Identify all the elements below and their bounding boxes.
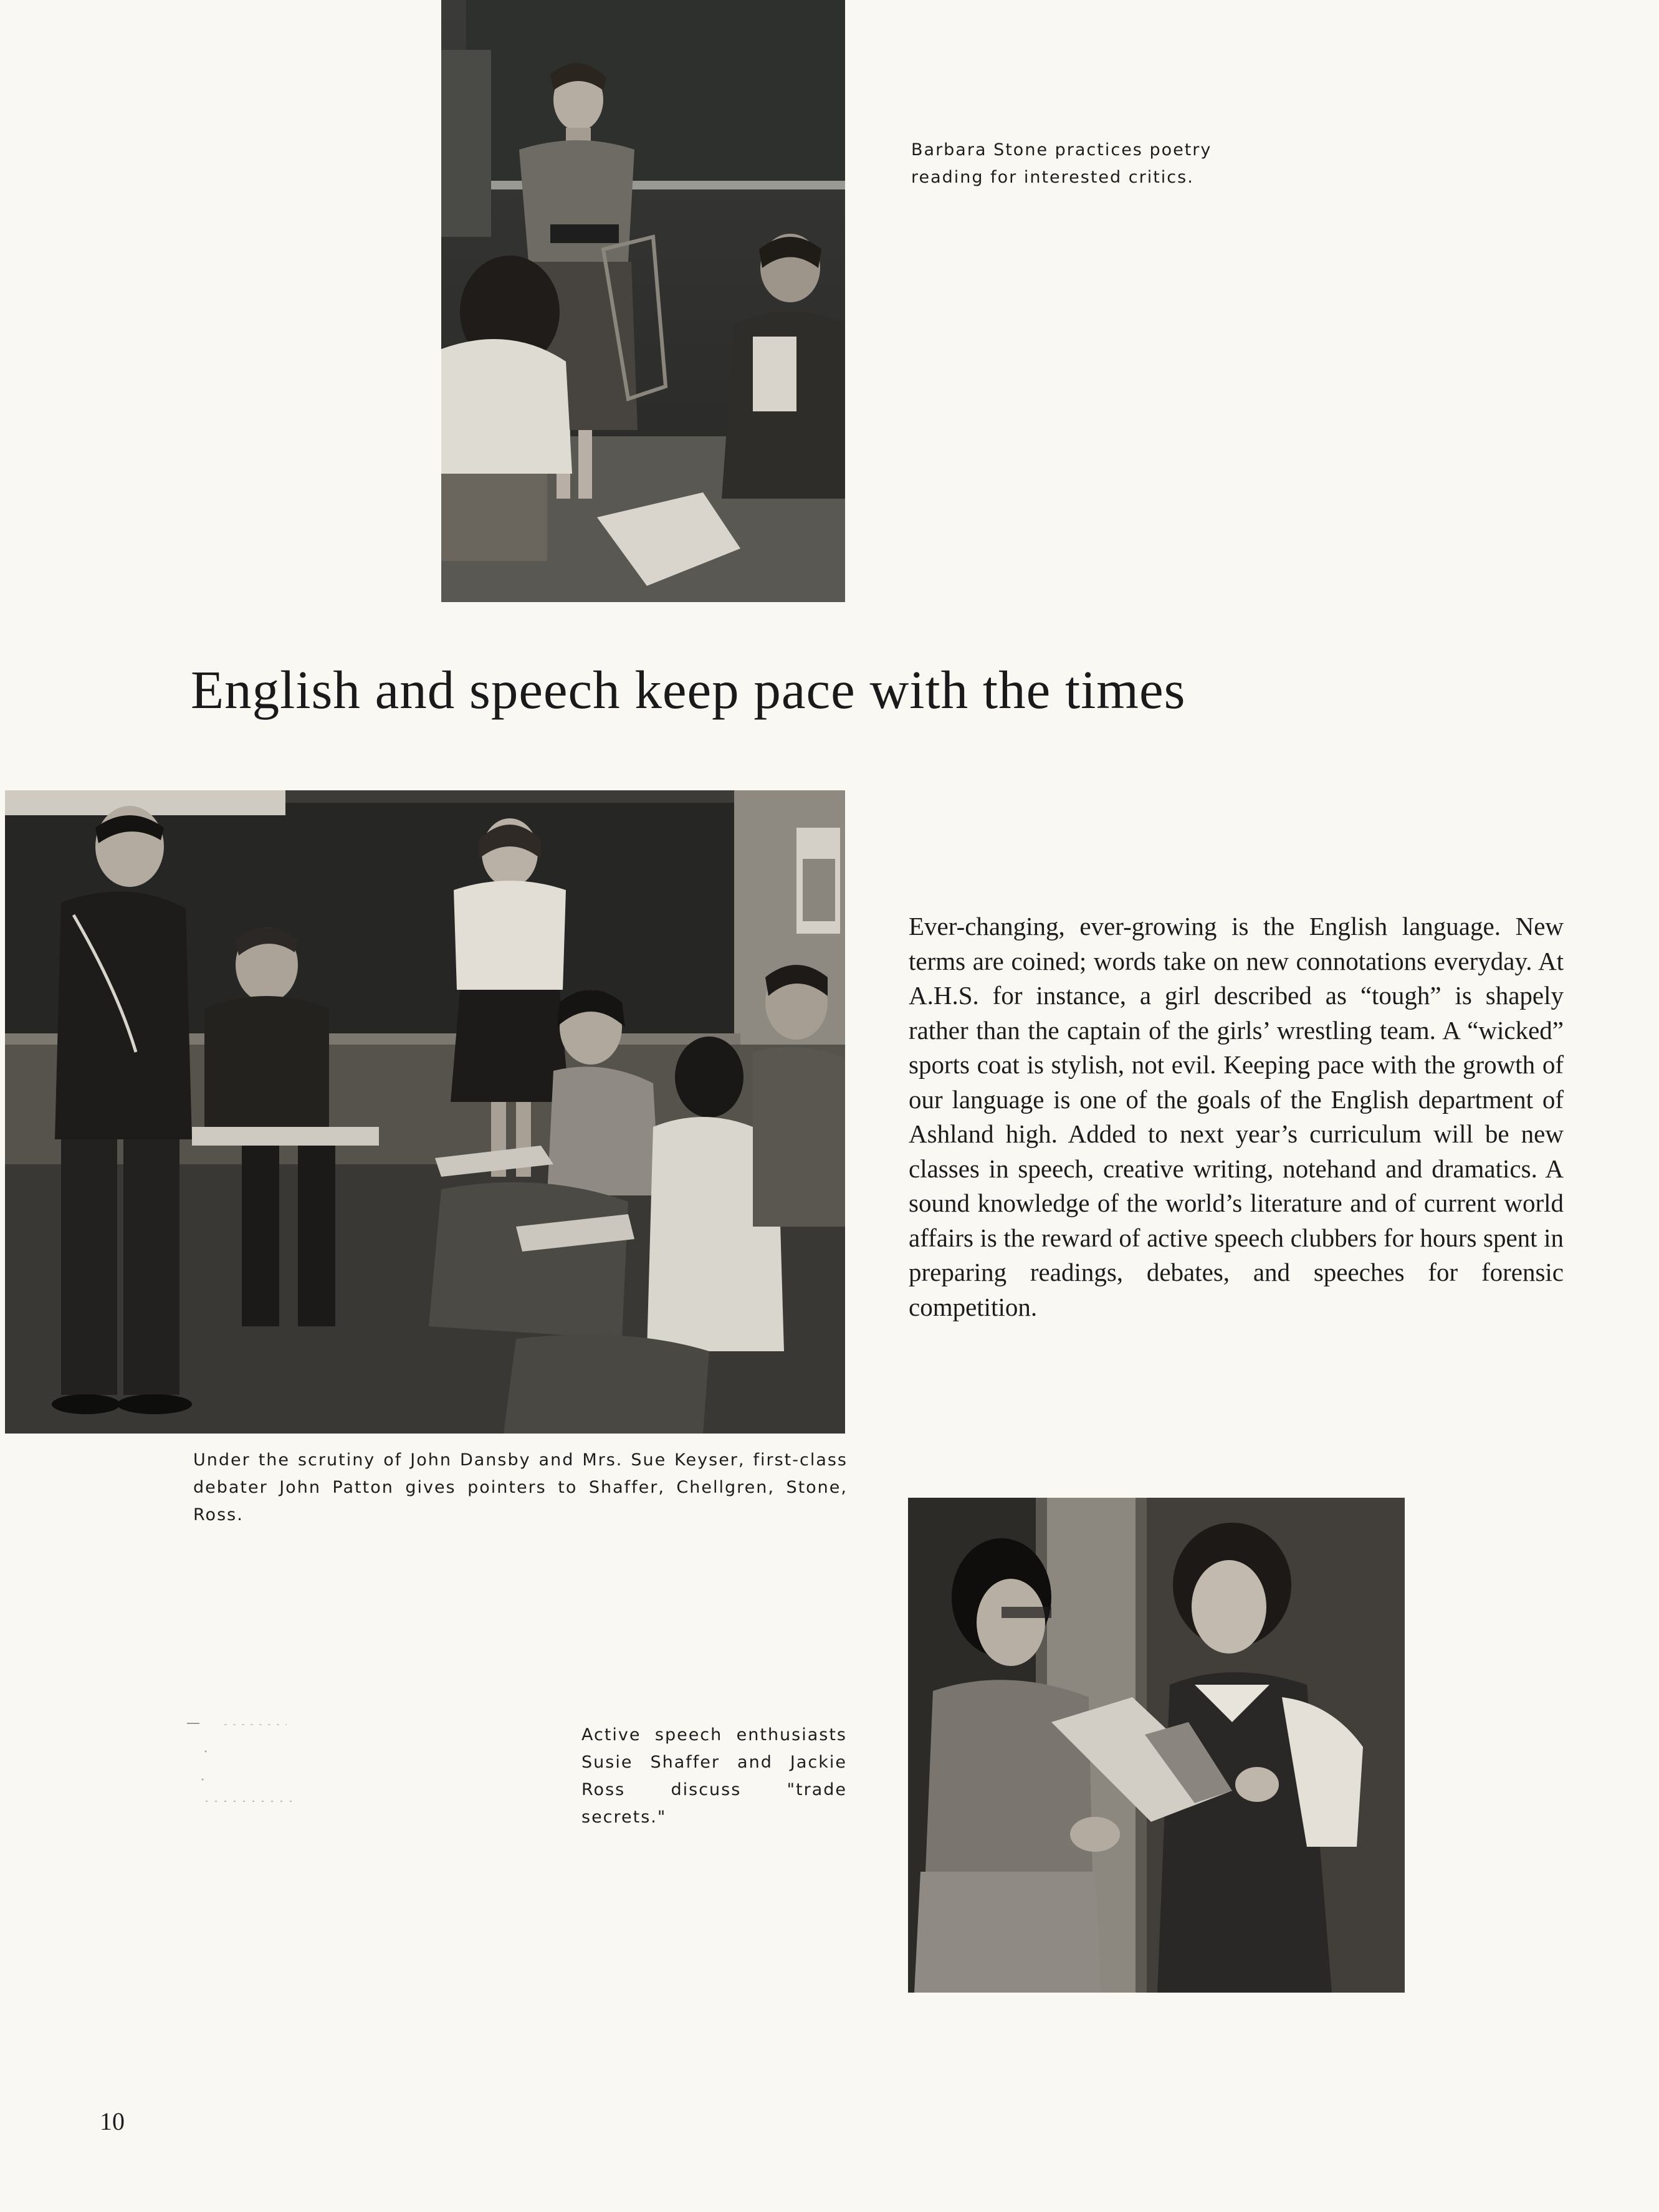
debate-practice-illustration	[5, 790, 845, 1434]
photo-poetry-reading	[441, 0, 845, 602]
caption-debate-practice: Under the scrutiny of John Dansby and Mrs. Sue Keyser, first-class debater John Patton gives pointers to Shaffer, Chellgren, Stone, Ross.	[193, 1450, 848, 1525]
speech-enthusiasts-illustration	[908, 1498, 1405, 1993]
caption-speech-enthusiasts: Active speech enthusiasts Susie Shaffer and Jackie Ross discuss "trade secrets."	[581, 1725, 847, 1827]
photo-speech-enthusiasts	[908, 1498, 1405, 1993]
page-number: 10	[100, 2107, 125, 2135]
poetry-reading-illustration	[441, 0, 845, 602]
paper-specks	[187, 1717, 312, 1811]
caption-poetry-reading: Barbara Stone practices poetry reading for interested critics.	[911, 140, 1212, 187]
article-body: Ever-changing, ever-growing is the English language. New terms are coined; words take on new connotations everyday. At A.H.S. for instance, a girl described as “tough” is shapely rather than the captain of the girls’ wrestling team. A “wicked” sports coat is stylish, not evil. Keeping pace with the growth of our language is one of the goals of the English department of Ashland high. Added to next year’s curriculum will be new classes in speech, creative writing, notehand and dramatics. A sound knowledge of the world’s literature and of current world affairs is the reward of active speech clubbers for hours spent in preparing readings, debates, and speeches for forensic competition.	[909, 912, 1564, 1321]
page-headline: English and speech keep pace with the times	[191, 659, 1186, 720]
photo-debate-practice	[5, 790, 845, 1434]
